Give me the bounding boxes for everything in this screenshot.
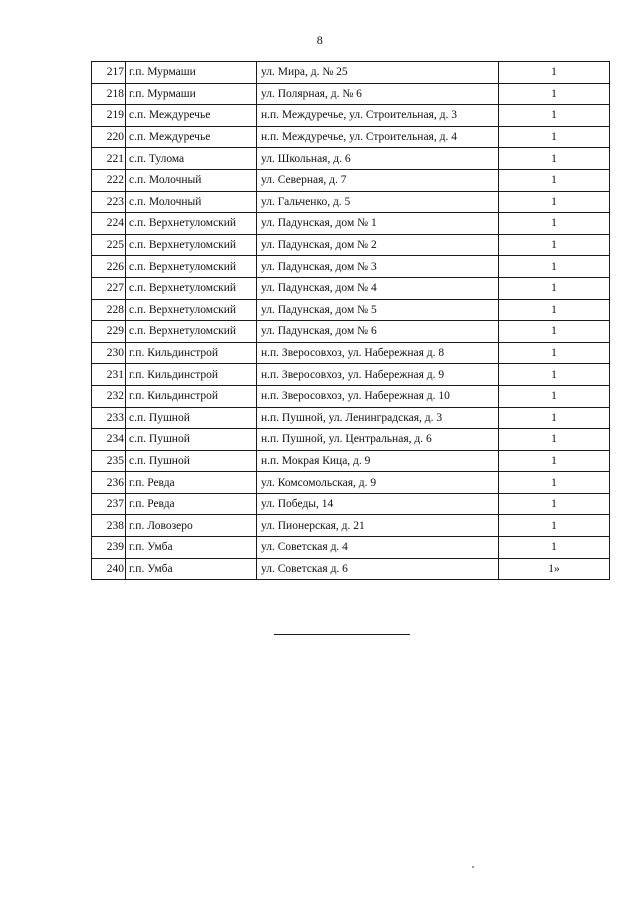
settlement-name: с.п. Верхнетуломский: [126, 321, 257, 343]
address: ул. Падунская, дом № 2: [257, 234, 499, 256]
table-row: [92, 126, 610, 148]
row-number: 229: [92, 321, 126, 343]
count-value: 1: [499, 472, 610, 494]
settlement-name: с.п. Тулома: [126, 148, 257, 170]
count-value: 1: [499, 342, 610, 364]
table-row: [92, 62, 610, 84]
address: н.п. Междуречье, ул. Строительная, д. 4: [257, 126, 499, 148]
scan-speck: [472, 866, 474, 868]
address: ул. Северная, д. 7: [257, 169, 499, 191]
count-value: 1: [499, 450, 610, 472]
row-number: 235: [92, 450, 126, 472]
settlement-name: г.п. Мурмаши: [126, 83, 257, 105]
row-number: 217: [92, 62, 126, 84]
settlement-name: г.п. Ревда: [126, 493, 257, 515]
settlement-name: с.п. Верхнетуломский: [126, 256, 257, 278]
count-value: 1: [499, 126, 610, 148]
address: ул. Советская д. 6: [257, 558, 499, 580]
count-value: 1: [499, 537, 610, 559]
row-number: 228: [92, 299, 126, 321]
row-number: 240: [92, 558, 126, 580]
table-row: [92, 105, 610, 127]
settlement-address-table: [91, 61, 610, 580]
address: ул. Советская д. 4: [257, 537, 499, 559]
row-number: 234: [92, 429, 126, 451]
settlement-name: г.п. Кильдинстрой: [126, 385, 257, 407]
address: н.п. Зверосовхоз, ул. Набережная д. 10: [257, 385, 499, 407]
count-value: 1: [499, 407, 610, 429]
table-row: [92, 385, 610, 407]
table-row: [92, 321, 610, 343]
row-number: 230: [92, 342, 126, 364]
address: ул. Победы, 14: [257, 493, 499, 515]
row-number: 232: [92, 385, 126, 407]
settlement-name: г.п. Мурмаши: [126, 62, 257, 84]
row-number: 226: [92, 256, 126, 278]
settlement-name: г.п. Кильдинстрой: [126, 342, 257, 364]
table-row: [92, 450, 610, 472]
table-row: [92, 429, 610, 451]
table-row: [92, 364, 610, 386]
count-value: 1: [499, 148, 610, 170]
count-value: 1: [499, 277, 610, 299]
row-number: 236: [92, 472, 126, 494]
row-number: 225: [92, 234, 126, 256]
count-value: 1: [499, 321, 610, 343]
settlement-name: г.п. Ловозеро: [126, 515, 257, 537]
address: н.п. Пушной, ул. Центральная, д. 6: [257, 429, 499, 451]
row-number: 233: [92, 407, 126, 429]
row-number: 227: [92, 277, 126, 299]
address: н.п. Пушной, ул. Ленинградская, д. 3: [257, 407, 499, 429]
settlement-name: г.п. Умба: [126, 558, 257, 580]
address: ул. Пионерская, д. 21: [257, 515, 499, 537]
settlement-name: с.п. Пушной: [126, 429, 257, 451]
address: н.п. Зверосовхоз, ул. Набережная д. 8: [257, 342, 499, 364]
address: ул. Школьная, д. 6: [257, 148, 499, 170]
table-row: [92, 83, 610, 105]
settlement-name: г.п. Кильдинстрой: [126, 364, 257, 386]
count-value: 1»: [499, 558, 610, 580]
count-value: 1: [499, 299, 610, 321]
settlement-name: с.п. Верхнетуломский: [126, 299, 257, 321]
row-number: 219: [92, 105, 126, 127]
table-row: [92, 342, 610, 364]
address: ул. Падунская, дом № 6: [257, 321, 499, 343]
table-row: [92, 515, 610, 537]
row-number: 223: [92, 191, 126, 213]
table-body: [92, 62, 610, 580]
settlement-name: с.п. Верхнетуломский: [126, 213, 257, 235]
address: ул. Мира, д. № 25: [257, 62, 499, 84]
table-row: [92, 277, 610, 299]
settlement-name: г.п. Ревда: [126, 472, 257, 494]
count-value: 1: [499, 515, 610, 537]
count-value: 1: [499, 256, 610, 278]
address: ул. Полярная, д. № 6: [257, 83, 499, 105]
count-value: 1: [499, 364, 610, 386]
table-row: [92, 234, 610, 256]
address: ул. Комсомольская, д. 9: [257, 472, 499, 494]
address: ул. Падунская, дом № 5: [257, 299, 499, 321]
table-row: [92, 148, 610, 170]
address: ул. Падунская, дом № 3: [257, 256, 499, 278]
end-of-document-rule: [274, 634, 410, 635]
settlement-name: с.п. Междуречье: [126, 105, 257, 127]
count-value: 1: [499, 62, 610, 84]
address: ул. Падунская, дом № 4: [257, 277, 499, 299]
count-value: 1: [499, 105, 610, 127]
address: н.п. Зверосовхоз, ул. Набережная д. 9: [257, 364, 499, 386]
row-number: 238: [92, 515, 126, 537]
table-row: [92, 169, 610, 191]
table-row: [92, 558, 610, 580]
count-value: 1: [499, 385, 610, 407]
settlement-name: с.п. Пушной: [126, 407, 257, 429]
settlement-name: г.п. Умба: [126, 537, 257, 559]
count-value: 1: [499, 493, 610, 515]
row-number: 221: [92, 148, 126, 170]
table-row: [92, 472, 610, 494]
table-row: [92, 537, 610, 559]
page-number: 8: [316, 33, 324, 47]
row-number: 231: [92, 364, 126, 386]
row-number: 224: [92, 213, 126, 235]
address: н.п. Междуречье, ул. Строительная, д. 3: [257, 105, 499, 127]
address: ул. Падунская, дом № 1: [257, 213, 499, 235]
count-value: 1: [499, 234, 610, 256]
settlement-name: с.п. Пушной: [126, 450, 257, 472]
table-row: [92, 493, 610, 515]
count-value: 1: [499, 169, 610, 191]
address: ул. Гальченко, д. 5: [257, 191, 499, 213]
count-value: 1: [499, 429, 610, 451]
count-value: 1: [499, 191, 610, 213]
table-row: [92, 256, 610, 278]
row-number: 239: [92, 537, 126, 559]
row-number: 222: [92, 169, 126, 191]
table-row: [92, 299, 610, 321]
settlement-name: с.п. Молочный: [126, 169, 257, 191]
table-row: [92, 213, 610, 235]
address: н.п. Мокрая Кица, д. 9: [257, 450, 499, 472]
count-value: 1: [499, 83, 610, 105]
settlement-name: с.п. Междуречье: [126, 126, 257, 148]
count-value: 1: [499, 213, 610, 235]
table-row: [92, 191, 610, 213]
row-number: 237: [92, 493, 126, 515]
settlement-name: с.п. Верхнетуломский: [126, 277, 257, 299]
table-row: [92, 407, 610, 429]
row-number: 220: [92, 126, 126, 148]
row-number: 218: [92, 83, 126, 105]
settlement-name: с.п. Молочный: [126, 191, 257, 213]
settlement-name: с.п. Верхнетуломский: [126, 234, 257, 256]
